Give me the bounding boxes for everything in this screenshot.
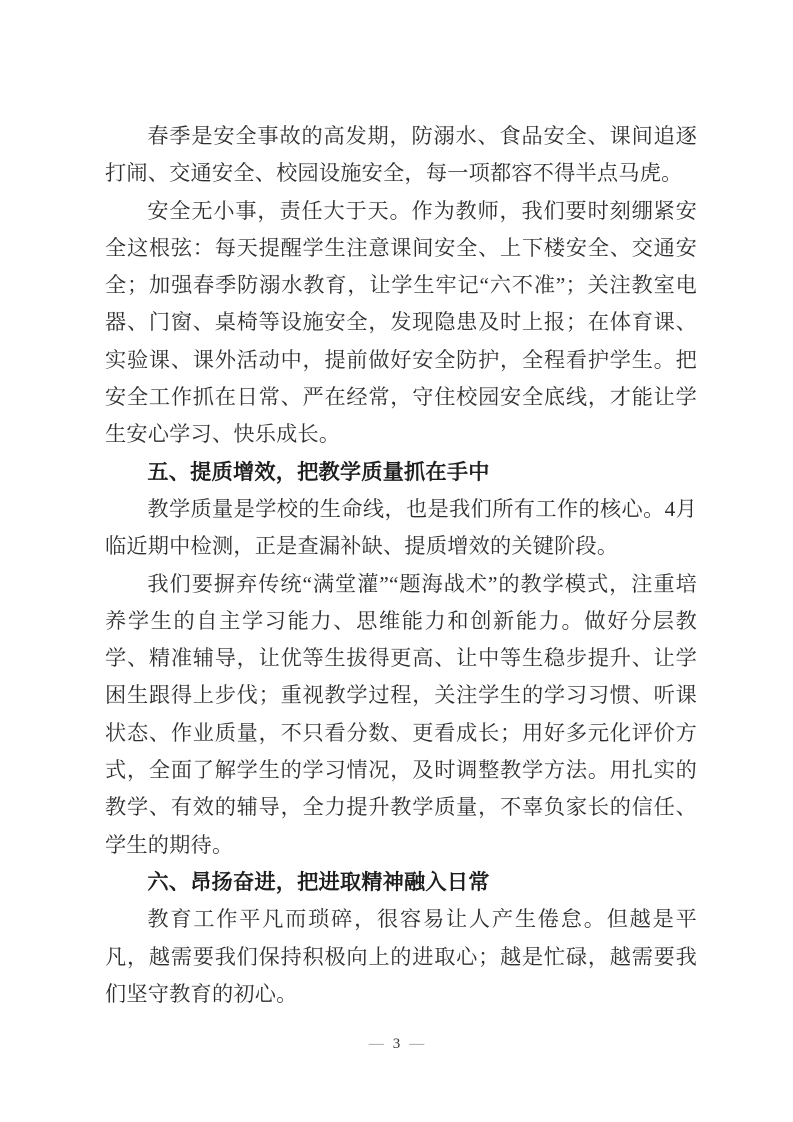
document-body xyxy=(105,118,697,1013)
paragraph-safety-measures: 安全无小事，责任大于天。作为教师，我们要时刻绷紧安全这根弦：每天提醒学生注意课间安全、上下楼安全、交通安全；加强春季防溺水教育，让学生牢记“六不准”；关注教室电器、门窗、桌椅等设施安全，发现隐患及时上报；在体育课、实验课、课外活动中，提前做好安全防护，全程看护学生。把安全工作抓在日常、严在经常，守住校园安全底线，才能让学生安心学习、快乐成长。 xyxy=(105,198,697,447)
page-footer xyxy=(0,1032,793,1056)
section-heading-5-teaching-quality: 五、提质增效，把教学质量抓在手中 xyxy=(147,459,490,484)
paragraph-spirit-intro: 教育工作平凡而琐碎，很容易让人产生倦怠。但越是平凡，越需要我们保持积极向上的进取心；越是忙碌，越需要我们坚守教育的初心。 xyxy=(105,907,697,1006)
paragraph-quality-measures: 我们要摒弃传统“满堂灌”“题海战术”的教学模式，注重培养学生的自主学习能力、思维能力和创新能力。做好分层教学、精准辅导，让优等生拔得更高、让中等生稳步提升、让学困生跟得上步伐；重视教学过程，关注学生的学习习惯、听课状态、作业质量，不只看分数、更看成长；用好多元化评价方式，全面了解学生的学习情况，及时调整教学方法。用扎实的教学、有效的辅导，全力提升教学质量，不辜负家长的信任、学生的期待。 xyxy=(105,571,697,857)
paragraph-safety-intro: 春季是安全事故的高发期，防溺水、食品安全、课间追逐打闹、交通安全、校园设施安全，每一项都容不得半点马虎。 xyxy=(105,124,697,186)
page-number: 3 xyxy=(392,1036,401,1052)
footer-dash-right: — xyxy=(409,1036,425,1052)
section-heading-6-enterprising-spirit: 六、昂扬奋进，把进取精神融入日常 xyxy=(147,869,490,894)
paragraph-quality-intro: 教学质量是学校的生命线，也是我们所有工作的核心。4月临近期中检测，正是查漏补缺、提质增效的关键阶段。 xyxy=(105,496,697,559)
footer-dash-left: — xyxy=(368,1036,384,1052)
